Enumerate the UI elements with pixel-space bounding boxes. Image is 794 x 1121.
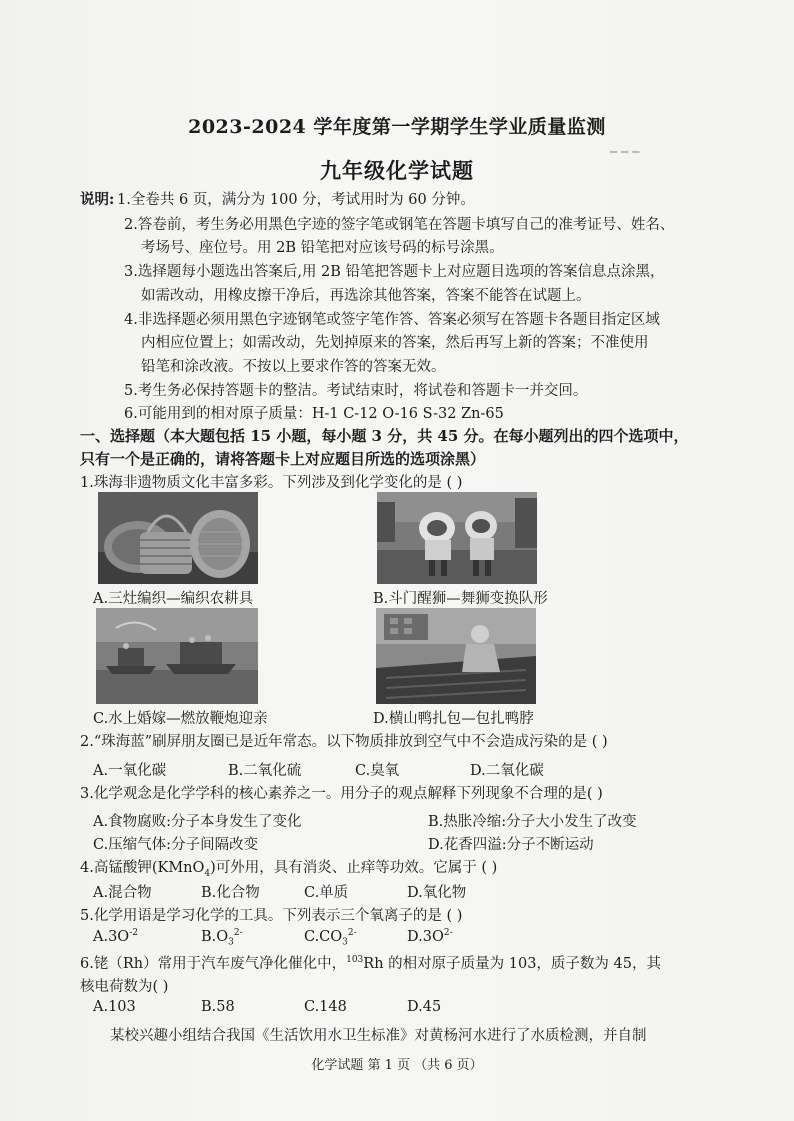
question-4-option-a: A.混合物 [93,885,152,901]
photo-woven-baskets [98,492,258,584]
question-2-stem: 2.“珠海蓝”刷屏朋友圈已是近年常态。以下物质排放到空气中不会造成污染的是 ( ) [80,734,608,750]
instruction-item: 3.选择题每小题选出答案后,用 2B 铅笔把答题卡上对应题目选项的答案信息点涂黑， [124,264,665,280]
instruction-item: 4.非选择题必须用黑色字迹钢笔或签字笔作答、答案必须写在答题卡各题目指定区域 [124,312,660,328]
question-1-option-a: A.三灶编织—编织农耕具 [93,591,254,607]
question-3-stem: 3.化学观念是化学学科的核心素养之一。用分子的观点解释下列现象不合理的是( ) [80,786,603,802]
question-5-option-a: $A.3O^{-2}$ [93,928,138,945]
section-heading: 一、选择题（本大题包括 15 小题，每小题 3 分，共 45 分。在每小题列出的四个选项中， [80,427,689,445]
instruction-item: 1.全卷共 6 页，满分为 100 分，考试用时为 60 分钟。 [117,192,475,208]
question-6-option-b: B.58 [201,999,235,1015]
question-4-option-b: B.化合物 [201,885,260,901]
question-3-option-b: B.热胀冷缩:分子大小发生了改变 [428,814,637,830]
question-6-stem-cont: 核电荷数为( ) [80,979,169,995]
photo-duck-binding [376,608,536,704]
instruction-item: 如需改动，用橡皮擦干净后，再选涂其他答案，答案不能答在试题上。 [141,288,591,304]
instructions-label: 说明: [80,191,115,208]
page-title: 2023-2024 学年度第一学期学生学业质量监测 [188,116,606,138]
bleed-through-text: ━ ━ ━ [610,145,640,159]
page-footer: 化学试题 第 1 页 （共 6 页） [311,1058,483,1073]
question-5-stem: 5.化学用语是学习化学的工具。下列表示三个氧离子的是 ( ) [80,908,463,924]
photo-water-wedding [96,608,258,704]
question-3-option-a: A.食物腐败:分子本身发生了变化 [93,814,302,830]
question-4-stem: 4.高锰酸钾(KMnO$_4$)可外用，具有消炎、止痒等功效。它属于 ( ) [80,860,498,879]
question-1-option-b: B.斗门醒狮—舞狮变换队形 [373,591,548,607]
question-6-option-d: D.45 [407,999,442,1015]
section-heading-cont: 只有一个是正确的，请将答题卡上对应题目所选的选项涂黑） [80,450,486,468]
instruction-item: 考场号、座位号。用 2B 铅笔把对应该号码的标号涂黑。 [141,240,504,256]
question-2-option-a: A.一氧化碳 [93,763,167,779]
question-6-option-a: A.103 [93,999,136,1015]
instruction-item: 5.考生务必保持答题卡的整洁。考试结束时，将试卷和答题卡一并交回。 [124,383,588,399]
instruction-item: 铅笔和涂改液。不按以上要求作答的答案无效。 [141,359,446,375]
question-5-option-d: $D.3O^{2-}$ [407,928,453,945]
passage-intro: 某校兴趣小组结合我国《生活饮用水卫生标准》对黄杨河水进行了水质检测，并自制 [110,1028,647,1044]
question-2-option-b: B.二氧化硫 [228,763,302,779]
instruction-item: 2.答卷前，考生务必用黑色字迹的签字笔或钢笔在答题卡填写自己的准考证号、姓名、 [124,217,675,233]
question-5-option-c: $C.CO_3^{2-}$ [304,928,357,948]
question-6-stem: 6.铑（Rh）常用于汽车废气净化催化中，$^{103}$Rh 的相对原子质量为 103，质子数为 45，其 [80,955,661,972]
instruction-item: 内相应位置上；如需改动，先划掉原来的答案，然后再写上新的答案；不准使用 [141,335,649,351]
question-3-option-c: C.压缩气体:分子间隔改变 [93,837,259,853]
question-4-option-d: D.氧化物 [407,885,467,901]
question-2-option-d: D.二氧化碳 [470,763,544,779]
question-1-stem: 1.珠海非遗物质文化丰富多彩。下列涉及到化学变化的是 ( ) [80,475,463,491]
question-2-option-c: C.臭氧 [355,763,400,779]
question-6-option-c: C.148 [304,999,347,1015]
question-1-option-d: D.横山鸭扎包—包扎鸭脖 [373,711,534,727]
question-5-option-b: $B.O_3^{2-}$ [201,928,243,948]
question-3-option-d: D.花香四溢:分子不断运动 [428,837,594,853]
photo-lion-dance [377,492,537,584]
question-1-option-c: C.水上婚嫁—燃放鞭炮迎亲 [93,711,268,727]
instruction-item: 6.可能用到的相对原子质量：H-1 C-12 O-16 S-32 Zn-65 [124,406,504,422]
question-4-option-c: C.单质 [304,885,349,901]
page-subtitle: 九年级化学试题 [320,158,474,183]
